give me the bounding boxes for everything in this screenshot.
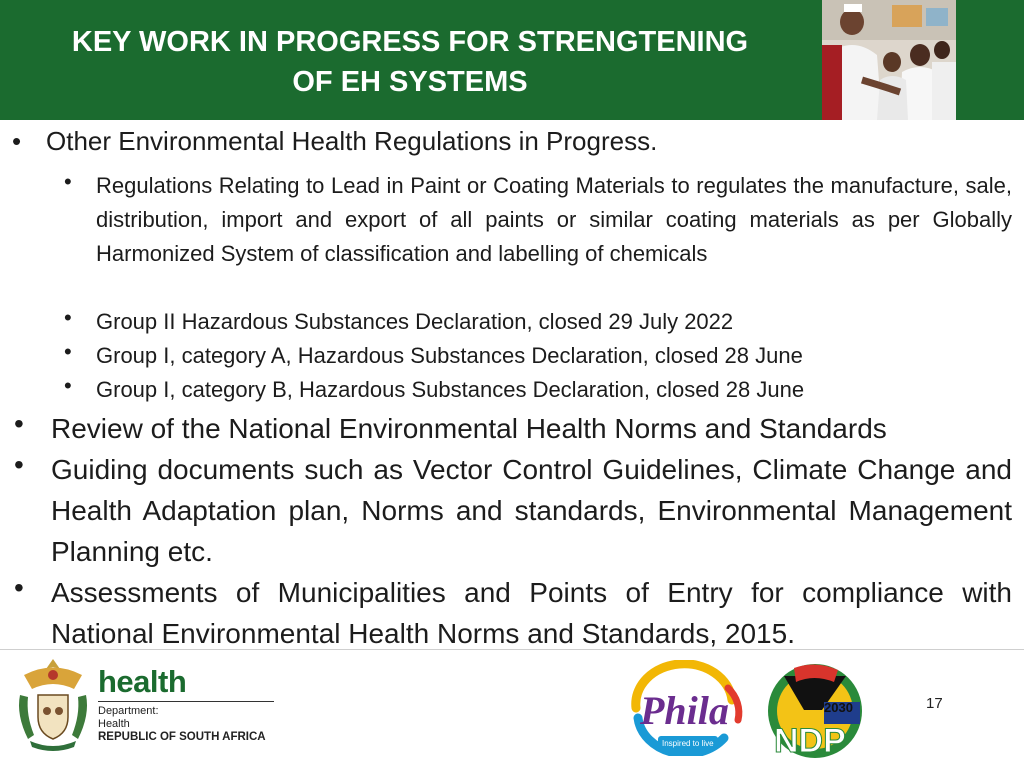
nurse-children-photo xyxy=(822,0,956,120)
phila-logo-icon xyxy=(624,660,748,756)
bullet-dot: • xyxy=(14,449,24,480)
sub-bullet-dot: • xyxy=(64,305,72,330)
sub-bullet-text: Regulations Relating to Lead in Paint or Coating Materials to regulates the manufacture, sale, distribution, import and export of all paints or similar coating materials as per Globally Harmonized System of classification and labelling of chemicals xyxy=(96,173,1012,266)
bullet-dot: • xyxy=(12,126,22,156)
header-right-panel xyxy=(956,0,1024,120)
ndp-wordmark: NDP xyxy=(774,722,846,760)
health-logo-text: health xyxy=(98,664,187,699)
coat-of-arms-icon xyxy=(14,655,92,755)
ndp-2030-logo-icon xyxy=(764,662,866,760)
page-number: 17 xyxy=(926,695,943,712)
country-name: REPUBLIC OF SOUTH AFRICA xyxy=(98,731,266,743)
bullet-text: Other Environmental Health Regulations in Progress. xyxy=(46,126,658,156)
bullet-text: Assessments of Municipalities and Points of Entry for compliance with National Environmental Health Norms and Standards, 2015. xyxy=(51,577,1012,649)
sub-bullet-dot: • xyxy=(64,373,72,398)
slide-title xyxy=(0,22,820,102)
ndp-year: 2030 xyxy=(824,700,853,715)
sub-bullet-text: Group II Hazardous Substances Declaration, closed 29 July 2022 xyxy=(96,309,734,334)
sub-bullet-text: Group I, category B, Hazardous Substances Declaration, closed 28 June xyxy=(96,377,805,402)
footer-divider xyxy=(0,649,1024,650)
bullet-dot: • xyxy=(14,572,24,603)
bullet-text: Review of the National Environmental Health Norms and Standards xyxy=(51,413,887,444)
sub-bullet-dot: • xyxy=(64,169,72,194)
health-logo-rule xyxy=(98,701,274,702)
bullet-text: Guiding documents such as Vector Control Guidelines, Climate Change and Health Adaptation plan, Norms and standards, Environmental Management Planning etc. xyxy=(51,454,1012,567)
slide-header xyxy=(0,0,1024,120)
slide-title-line2: OF EH SYSTEMS xyxy=(292,66,528,98)
department-label: Department: xyxy=(98,705,159,717)
phila-wordmark: Phila xyxy=(640,688,729,733)
slide-title-line1: KEY WORK IN PROGRESS FOR STRENGTENING xyxy=(71,26,749,58)
sub-bullet-text: Group I, category A, Hazardous Substances Declaration, closed 28 June xyxy=(96,343,803,368)
header-photo xyxy=(822,0,956,120)
department-name: Health xyxy=(98,718,130,730)
bullet-dot: • xyxy=(14,408,24,439)
sub-bullet-dot: • xyxy=(64,339,72,364)
phila-tagline: Inspired to live xyxy=(662,739,714,748)
